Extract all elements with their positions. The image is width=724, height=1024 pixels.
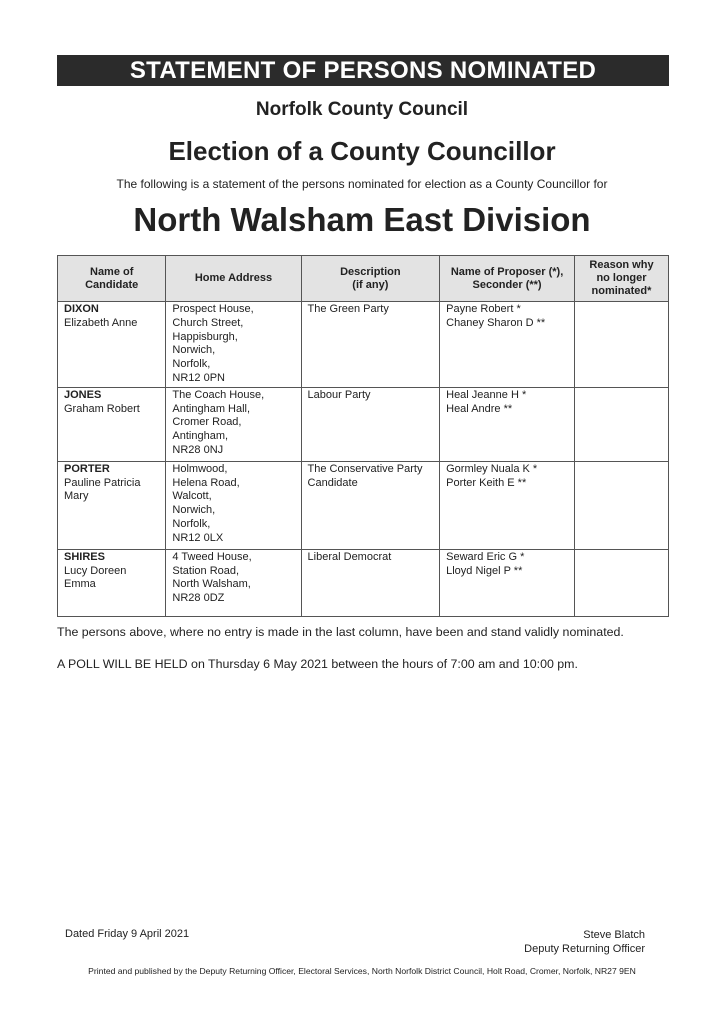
proposer-cell: Payne Robert * Chaney Sharon D ** [440, 302, 575, 388]
description-cell: Labour Party [301, 387, 440, 461]
candidate-forenames: Pauline Patricia Mary [64, 476, 141, 503]
home-address-cell: 4 Tweed House, Station Road, North Walsham, NR28 0DZ [166, 549, 301, 616]
candidate-forenames: Graham Robert [64, 402, 140, 415]
election-title: Election of a County Councillor [168, 136, 556, 166]
column-header-proposer: Name of Proposer (*), Seconder (**) [440, 256, 575, 302]
home-address-cell: Holmwood, Helena Road, Walcott, Norwich, Norfolk, NR12 0LX [166, 461, 301, 549]
candidate-name-cell [58, 461, 166, 549]
reason-cell [574, 387, 668, 461]
table-row [58, 549, 669, 616]
proposer-cell: Seward Eric G * Lloyd Nigel P ** [440, 549, 575, 616]
candidate-name-cell [58, 549, 166, 616]
intro-text: The following is a statement of the persons nominated for election as a County Councillor for [116, 177, 608, 191]
imprint: Printed and published by the Deputy Returning Officer, Electoral Services, North Norfolk District Council, Holt Road, Cromer, Norfolk, NR27 9EN [88, 966, 636, 976]
signatory-name: Steve Blatch [583, 929, 645, 941]
column-header-address: Home Address [166, 256, 301, 302]
candidate-name-cell [58, 387, 166, 461]
column-header-reason: Reason why no longer nominated* [574, 256, 668, 302]
candidate-surname: JONES [64, 388, 102, 401]
reason-cell [574, 302, 668, 388]
dated-line: Dated Friday 9 April 2021 [65, 928, 190, 940]
reason-cell [574, 461, 668, 549]
home-address-cell: Prospect House, Church Street, Happisburgh, Norwich, Norfolk, NR12 0PN [166, 302, 301, 388]
division-name: North Walsham East Division [133, 201, 591, 238]
table-row [58, 461, 669, 549]
signatory-title: Deputy Returning Officer [524, 943, 645, 955]
reason-cell [574, 549, 668, 616]
table-row [58, 302, 669, 388]
validity-note: The persons above, where no entry is made in the last column, have been and stand validly nominated. [57, 625, 624, 639]
description-cell: The Conservative Party Candidate [301, 461, 440, 549]
signature-block [524, 928, 645, 956]
home-address-cell: The Coach House, Antingham Hall, Cromer Road, Antingham, NR28 0NJ [166, 387, 301, 461]
candidate-forenames: Elizabeth Anne [64, 316, 138, 329]
description-cell: The Green Party [301, 302, 440, 388]
council-name: Norfolk County Council [255, 99, 469, 120]
candidate-surname: PORTER [64, 462, 110, 475]
candidate-forenames: Lucy Doreen Emma [64, 564, 127, 591]
column-header-candidate: Name of Candidate [58, 256, 166, 302]
candidate-surname: SHIRES [64, 550, 105, 563]
table-header-row [58, 256, 669, 302]
column-header-description: Description (if any) [301, 256, 440, 302]
table-row [58, 387, 669, 461]
proposer-cell: Heal Jeanne H * Heal Andre ** [440, 387, 575, 461]
candidate-name-cell [58, 302, 166, 388]
poll-notice: A POLL WILL BE HELD on Thursday 6 May 2021 between the hours of 7:00 am and 10:00 pm. [57, 657, 578, 671]
proposer-cell: Gormley Nuala K * Porter Keith E ** [440, 461, 575, 549]
description-cell: Liberal Democrat [301, 549, 440, 616]
document-banner: STATEMENT OF PERSONS NOMINATED [57, 55, 669, 86]
candidate-surname: DIXON [64, 303, 99, 315]
candidates-table [57, 255, 669, 617]
